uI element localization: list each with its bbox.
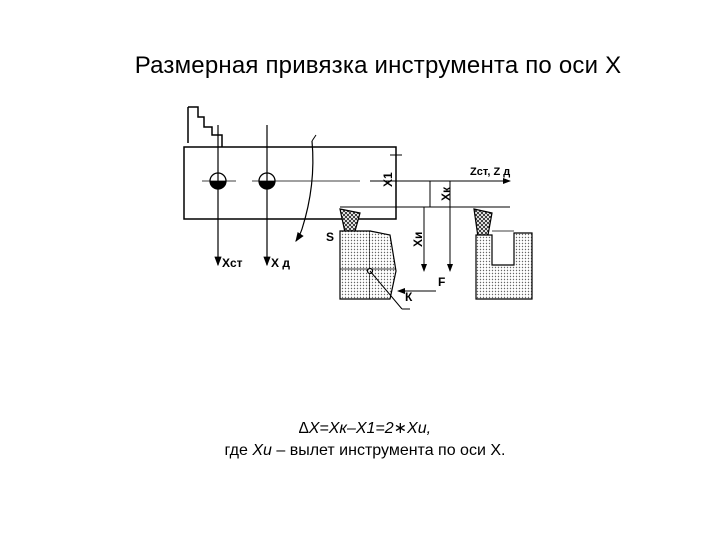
- rotation-arc: [296, 141, 313, 241]
- left-workpiece: [340, 231, 370, 299]
- slide-title: Размерная привязка инструмента по оси Х: [134, 52, 622, 79]
- label-x-st: Хст: [222, 256, 243, 270]
- label-f: F: [438, 275, 446, 289]
- label-xk: Хк: [439, 186, 453, 201]
- tool-offset-diagram: [140, 95, 560, 325]
- right-workpiece: [476, 233, 532, 299]
- caption-suffix: – вылет инструмента по оси Х.: [271, 442, 506, 459]
- label-x1: Х1: [381, 172, 395, 187]
- label-s: S: [326, 230, 335, 244]
- label-k: К: [405, 290, 413, 304]
- formula: ∆Х=Хк–Х1=2∗Хи,: [298, 420, 432, 437]
- label-xi: Хи: [411, 231, 425, 247]
- label-x-d: Х д: [271, 256, 290, 270]
- right-tool-insert: [474, 209, 492, 237]
- caption-prefix: где: [224, 442, 253, 459]
- turret-step-outline: [188, 107, 222, 147]
- label-z: Zст, Z д: [470, 166, 511, 178]
- caption: [0, 442, 720, 460]
- caption-xi: Хи: [252, 442, 272, 459]
